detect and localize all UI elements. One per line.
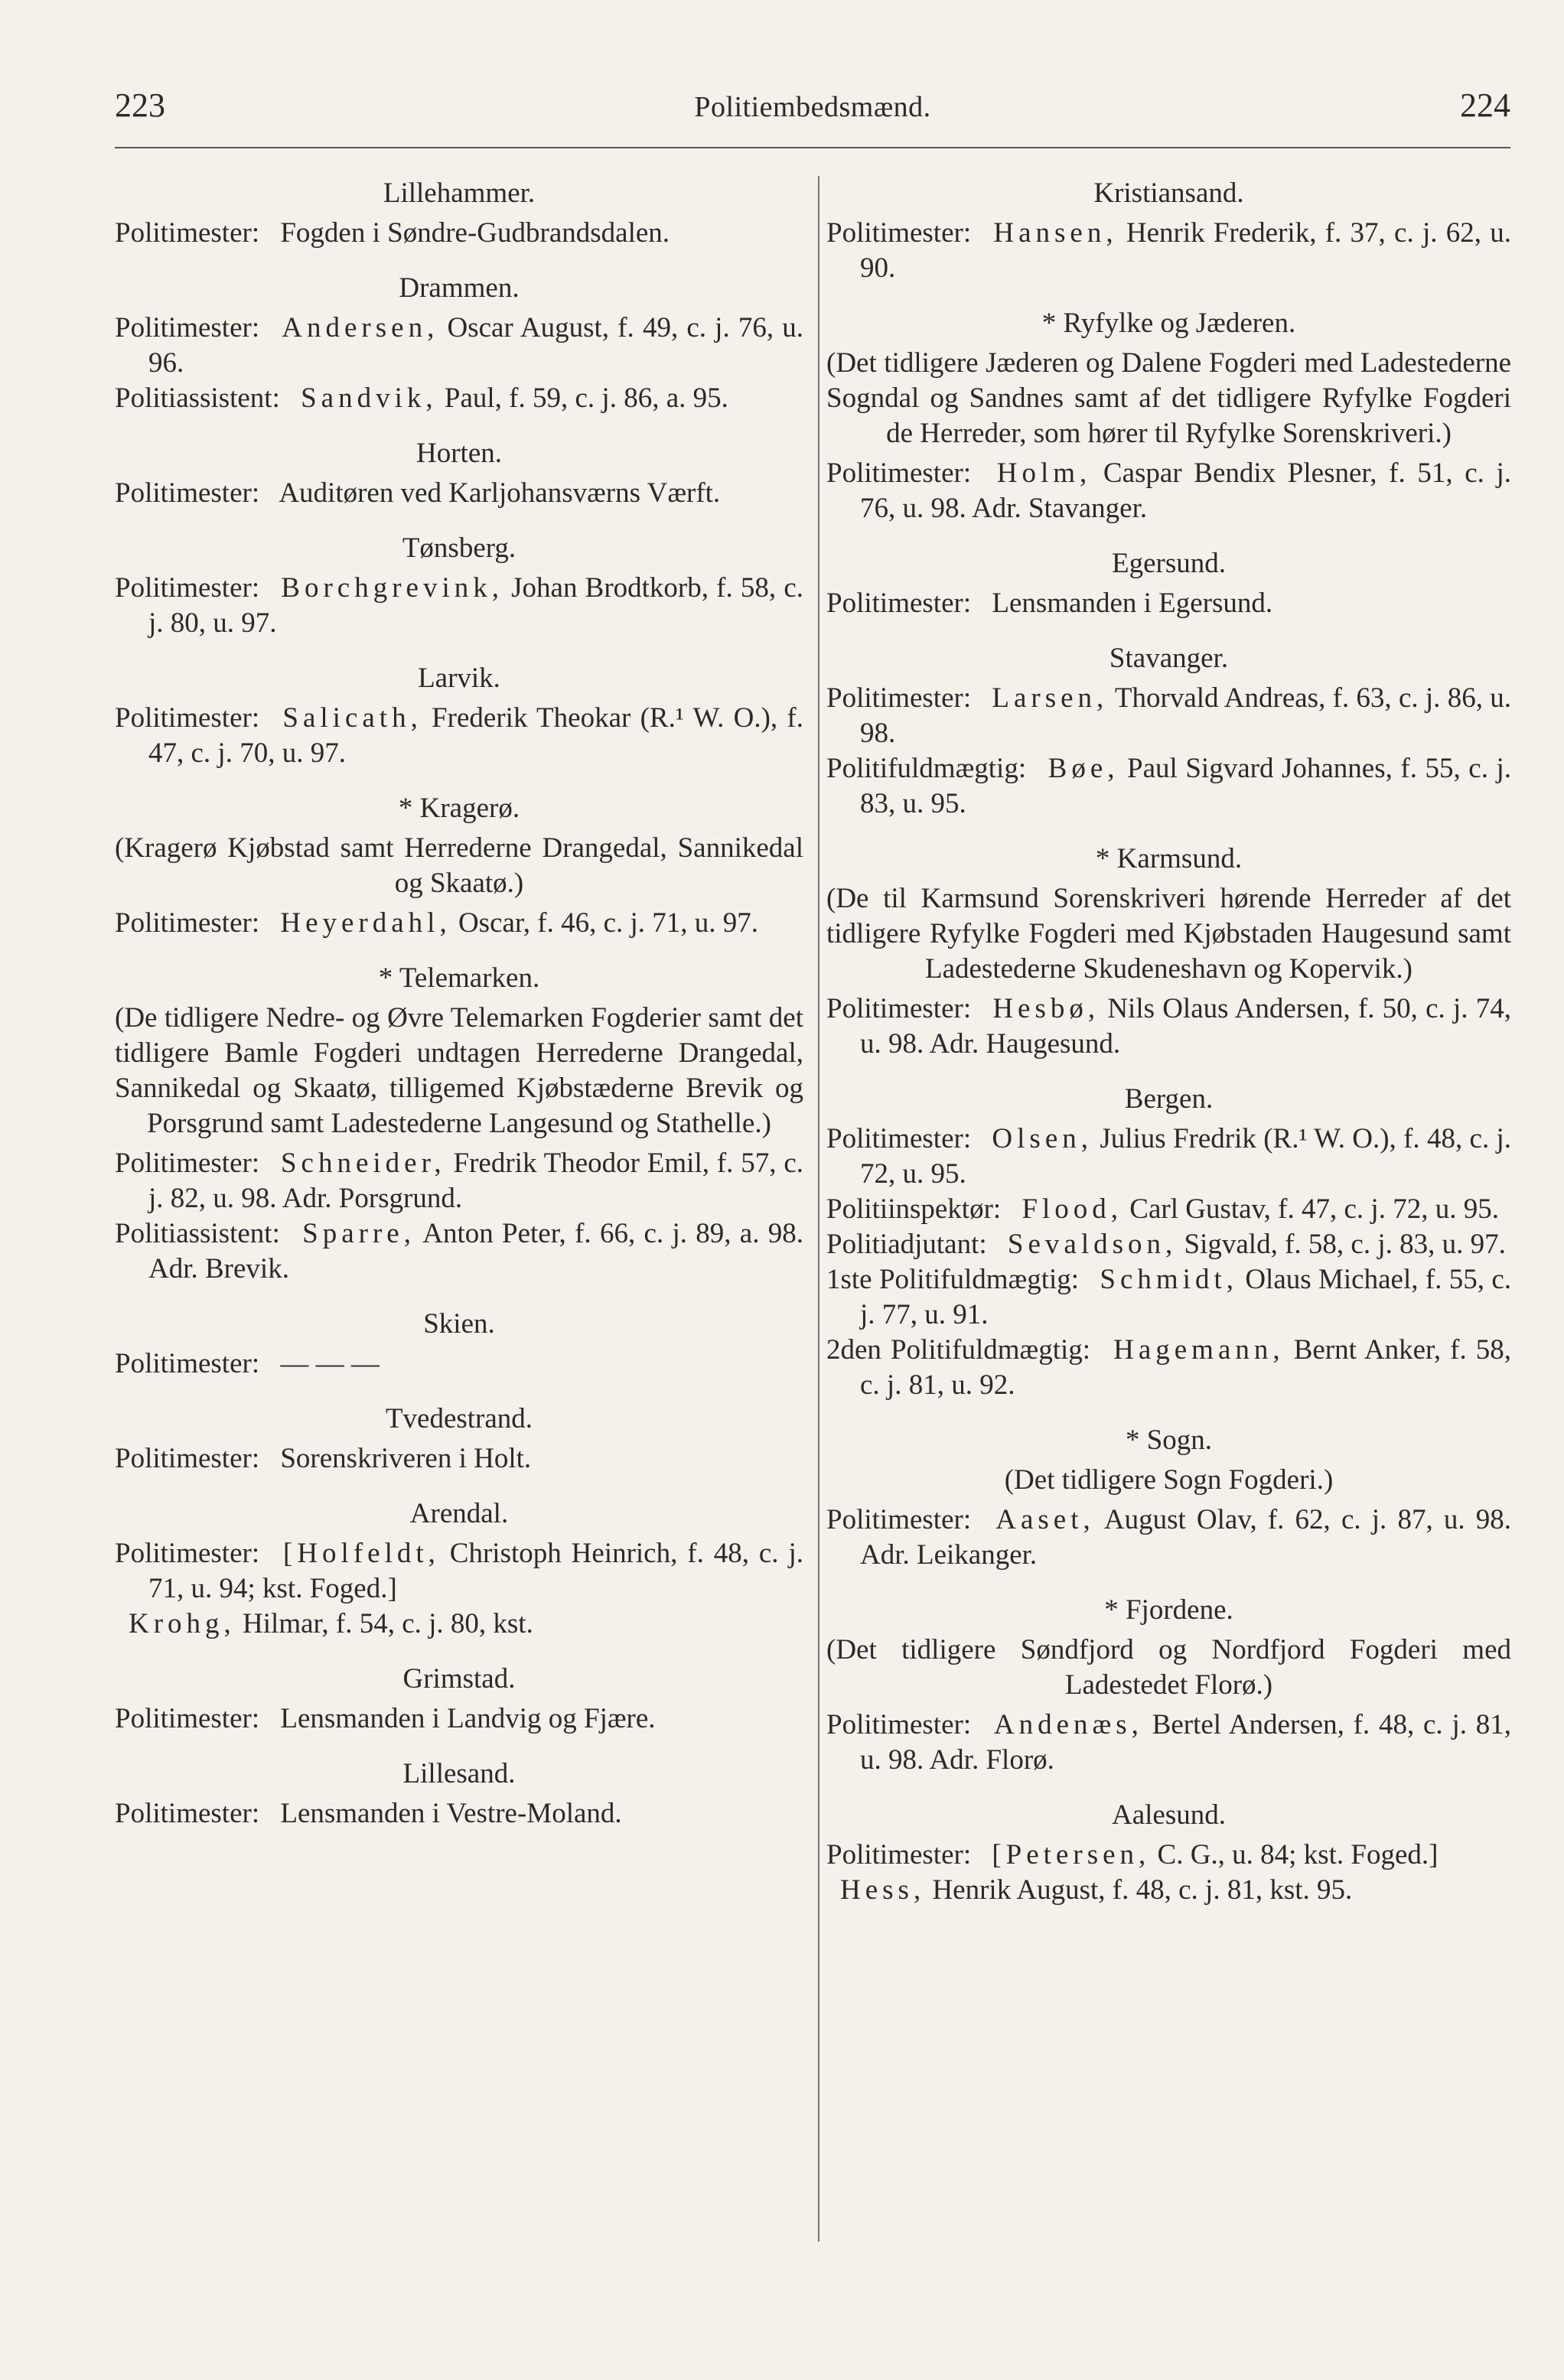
entry-text: Nils Olaus Andersen, f. 50, c. j. 74, u. 98. Adr. Haugesund.: [860, 993, 1511, 1060]
entry-role: Politimester:: [826, 1839, 972, 1870]
entry-name: Krohg,: [129, 1608, 236, 1639]
entry-text: Hilmar, f. 54, c. j. 80, kst.: [243, 1608, 533, 1639]
entry-name: Hansen,: [993, 217, 1118, 249]
entry-name: Hagemann,: [1113, 1334, 1285, 1366]
official-entry: [826, 1708, 1511, 1778]
district-section: [115, 176, 803, 251]
entry-text: Bernt Anker, f. 58, c. j. 81, u. 92.: [860, 1334, 1512, 1401]
district-section: [115, 1757, 803, 1831]
entry-text: Lensmanden i Vestre-Moland.: [280, 1798, 622, 1829]
entry-name: Aaset,: [995, 1504, 1095, 1535]
entry-role: Politimester:: [115, 477, 260, 509]
district-section: [115, 1496, 803, 1642]
entry-role: Politimester:: [115, 907, 260, 939]
district-section: [115, 661, 803, 771]
entry-name: Flood,: [1021, 1193, 1123, 1225]
district-heading: * Telemarken.: [378, 962, 540, 994]
entry-name: Hess,: [840, 1874, 926, 1906]
entry-name: Sevaldson,: [1007, 1229, 1178, 1260]
entry-role: Politiadjutant:: [826, 1229, 987, 1260]
entry-text: Henrik August, f. 48, c. j. 81, kst. 95.: [932, 1874, 1353, 1906]
official-entry: [826, 1122, 1511, 1192]
entry-text: August Olav, f. 62, c. j. 87, u. 98. Adr. Leikanger.: [860, 1504, 1511, 1571]
official-entry: [115, 1216, 803, 1287]
district-note: (Det tidligere Jæderen og Dalene Fogderi med Ladestederne Sogndal og Sandnes samt af det tidligere Ryfylke Fogderi de Herreder, som hører til Ryfylke Sorenskriveri.): [826, 347, 1511, 449]
district-note: (Det tidligere Sogn Fogderi.): [1004, 1464, 1334, 1496]
official-entry: [115, 1146, 803, 1216]
district-section: [826, 546, 1511, 621]
district-section: [826, 1798, 1511, 1908]
official-entry: [826, 456, 1511, 526]
entry-name: Holm,: [996, 457, 1092, 489]
entry-role: Politimester:: [826, 457, 972, 489]
entry-text: Fogden i Søndre-Gudbrandsdalen.: [280, 217, 670, 249]
district-heading: Skien.: [423, 1308, 495, 1340]
official-entry: [826, 991, 1511, 1062]
entry-text: Frederik Theokar (R.¹ W. O.), f. 47, c. j. 70, u. 97.: [148, 702, 803, 769]
district-section: [115, 1402, 803, 1477]
right-column: [826, 176, 1511, 1928]
entry-role: Politimester:: [115, 217, 260, 249]
entry-text: Sorenskriveren i Holt.: [280, 1443, 532, 1474]
entry-role: Politimester:: [115, 1443, 260, 1474]
district-section: [115, 1307, 803, 1382]
official-entry: [826, 1333, 1511, 1403]
official-entry: [115, 311, 803, 381]
entry-name: Sandvik,: [301, 383, 438, 414]
district-heading: * Karmsund.: [1095, 843, 1243, 874]
district-heading: Drammen.: [399, 272, 520, 304]
official-entry: [115, 381, 803, 416]
district-section: [115, 961, 803, 1287]
entry-text: Auditøren ved Karljohansværns Værft.: [279, 477, 721, 509]
official-entry: [115, 1346, 803, 1382]
entry-role: Politimester:: [115, 1703, 260, 1734]
entry-text: C. G., u. 84; kst. Foged.]: [1157, 1839, 1439, 1870]
entry-text: — — —: [280, 1348, 380, 1379]
entry-role: Politimester:: [115, 1538, 260, 1569]
entry-name: Sparre,: [302, 1218, 415, 1249]
district-heading: Arendal.: [409, 1498, 509, 1529]
entry-text: Oscar, f. 46, c. j. 71, u. 97.: [458, 907, 759, 939]
district-section: [826, 1082, 1511, 1403]
entry-text: Fredrik Theodor Emil, f. 57, c. j. 82, u. 98. Adr. Porsgrund.: [148, 1148, 803, 1214]
entry-text: Caspar Bendix Plesner, f. 51, c. j. 76, u. 98. Adr. Stavanger.: [860, 457, 1512, 524]
district-section: [826, 1423, 1511, 1573]
district-heading: Stavanger.: [1109, 643, 1229, 674]
official-entry: [115, 216, 803, 251]
official-entry: [115, 476, 803, 511]
district-heading: Lillesand.: [402, 1758, 516, 1789]
district-heading: * Kragerø.: [398, 793, 520, 824]
district-heading: * Fjordene.: [1104, 1594, 1233, 1626]
district-note: (Kragerø Kjøbstad samt Herrederne Drangedal, Sannikedal og Skaatø.): [115, 832, 803, 899]
entry-text: Lensmanden i Egersund.: [992, 588, 1273, 619]
entry-name: Larsen,: [992, 682, 1109, 714]
entry-name: Schneider,: [280, 1148, 446, 1179]
district-note: (Det tidligere Søndfjord og Nordfjord Fogderi med Ladestedet Florø.): [826, 1634, 1511, 1701]
entry-role: Politimester:: [826, 217, 972, 249]
district-note: (De til Karmsund Sorenskriveri hørende Herreder af det tidligere Ryfylke Fogderi med Kjøbstaden Haugesund samt Ladestederne Skudeneshavn og Kopervik.): [826, 883, 1511, 985]
entry-text: Henrik Frederik, f. 37, c. j. 62, u. 90.: [860, 217, 1512, 284]
left-column: [115, 176, 803, 1851]
entry-name: Andenæs,: [993, 1709, 1143, 1740]
official-entry: [115, 906, 803, 941]
official-entry: [115, 1796, 803, 1831]
official-entry: [826, 1262, 1511, 1333]
official-entry: [115, 1701, 803, 1737]
official-entry: [826, 1192, 1511, 1227]
entry-text: Paul, f. 59, c. j. 86, a. 95.: [444, 383, 728, 414]
page-header: [115, 86, 1510, 132]
official-entry: [115, 701, 803, 771]
official-entry: [115, 1441, 803, 1477]
district-section: [115, 436, 803, 511]
entry-text: Oscar August, f. 49, c. j. 76, u. 96.: [148, 312, 804, 379]
entry-name: Olsen,: [992, 1123, 1093, 1154]
district-section: [115, 791, 803, 941]
district-note: (De tidligere Nedre- og Øvre Telemarken Fogderier samt det tidligere Bamle Fogderi undtagen Herrederne Drangedal, Sannikedal og Skaatø, tilligemed Kjøbstæderne Brevik og Porsgrund samt Ladestederne Langesund og Stathelle.): [115, 1002, 803, 1139]
entry-role: Politimester:: [826, 993, 972, 1024]
district-section: [115, 1662, 803, 1737]
official-entry: [826, 1838, 1511, 1873]
official-entry: [826, 751, 1511, 822]
district-section: [826, 176, 1511, 286]
district-heading: Kristiansand.: [1093, 177, 1244, 209]
entry-role: Politimester:: [115, 312, 260, 343]
district-heading: Lillehammer.: [383, 177, 536, 209]
entry-text: Christoph Heinrich, f. 48, c. j. 71, u. 94; kst. Foged.]: [148, 1538, 803, 1604]
district-heading: Larvik.: [418, 663, 500, 694]
district-heading: Aalesund.: [1112, 1799, 1226, 1831]
entry-role: 1ste Politifuldmægtig:: [826, 1264, 1080, 1295]
entry-role: 2den Politifuldmægtig:: [826, 1334, 1091, 1366]
entry-text: Thorvald Andreas, f. 63, c. j. 86, u. 98.: [860, 682, 1511, 749]
entry-name: Andersen,: [282, 312, 439, 343]
entry-name: [Holfeldt,: [283, 1538, 440, 1569]
district-heading: * Ryfylke og Jæderen.: [1041, 308, 1296, 339]
official-entry: [115, 571, 803, 641]
entry-text: Carl Gustav, f. 47, c. j. 72, u. 95.: [1129, 1193, 1499, 1225]
entry-text: Julius Fredrik (R.¹ W. O.), f. 48, c. j. 72, u. 95.: [860, 1123, 1512, 1190]
official-entry: [826, 1503, 1511, 1573]
entry-text: Anton Peter, f. 66, c. j. 89, a. 98. Adr. Brevik.: [148, 1218, 803, 1284]
entry-role: Politimester:: [115, 1148, 260, 1179]
district-heading: Egersund.: [1112, 548, 1226, 579]
district-section: [115, 271, 803, 416]
right-page-number: 224: [1460, 86, 1510, 124]
entry-role: Politiassistent:: [115, 383, 280, 414]
entry-text: Lensmanden i Landvig og Fjære.: [280, 1703, 656, 1734]
official-entry: [826, 216, 1511, 286]
entry-text: Bertel Andersen, f. 48, c. j. 81, u. 98. Adr. Florø.: [860, 1709, 1512, 1776]
entry-text: Sigvald, f. 58, c. j. 83, u. 97.: [1184, 1229, 1506, 1260]
official-entry: [115, 1536, 803, 1607]
entry-name: Borchgrevink,: [281, 572, 503, 604]
entry-text: Johan Brodtkorb, f. 58, c. j. 80, u. 97.: [148, 572, 803, 639]
column-divider: [818, 176, 819, 2242]
entry-text: Paul Sigvard Johannes, f. 55, c. j. 83, u. 95.: [860, 753, 1512, 819]
official-entry: [826, 1873, 1511, 1908]
district-section: [826, 842, 1511, 1062]
entry-role: Politimester:: [826, 1123, 972, 1154]
entry-role: Politifuldmægtig:: [826, 753, 1027, 784]
entry-role: Politimester:: [115, 572, 260, 604]
district-section: [115, 531, 803, 641]
district-heading: * Sogn.: [1125, 1424, 1213, 1456]
header-rule: [115, 147, 1510, 148]
entry-name: Heyerdahl,: [280, 907, 451, 939]
entry-name: Salicath,: [282, 702, 422, 734]
entry-name: [Petersen,: [992, 1839, 1151, 1870]
district-section: [826, 1593, 1511, 1778]
official-entry: [826, 681, 1511, 751]
district-heading: Tønsberg.: [402, 532, 516, 564]
entry-role: Politiassistent:: [115, 1218, 280, 1249]
entry-text: Olaus Michael, f. 55, c. j. 77, u. 91.: [860, 1264, 1511, 1330]
district-heading: Tvedestrand.: [385, 1403, 533, 1434]
left-page-number: 223: [115, 86, 165, 124]
entry-name: Bøe,: [1048, 753, 1119, 784]
official-entry: [115, 1607, 803, 1642]
entry-role: Politimester:: [115, 1348, 260, 1379]
entry-role: Politimester:: [115, 702, 260, 734]
entry-role: Politimester:: [115, 1798, 260, 1829]
district-heading: Horten.: [416, 438, 502, 469]
entry-role: Politiinspektør:: [826, 1193, 1002, 1225]
entry-role: Politimester:: [826, 1709, 972, 1740]
district-heading: Grimstad.: [402, 1663, 516, 1695]
entry-name: Schmidt,: [1100, 1264, 1238, 1295]
entry-role: Politimester:: [826, 682, 972, 714]
entry-role: Politimester:: [826, 588, 972, 619]
district-section: [826, 641, 1511, 822]
district-heading: Bergen.: [1124, 1083, 1214, 1115]
entry-role: Politimester:: [826, 1504, 972, 1535]
official-entry: [826, 586, 1511, 621]
entry-name: Hesbø,: [992, 993, 1100, 1024]
district-section: [826, 306, 1511, 526]
running-title: Politiembedsmænd.: [694, 91, 931, 123]
official-entry: [826, 1227, 1511, 1262]
